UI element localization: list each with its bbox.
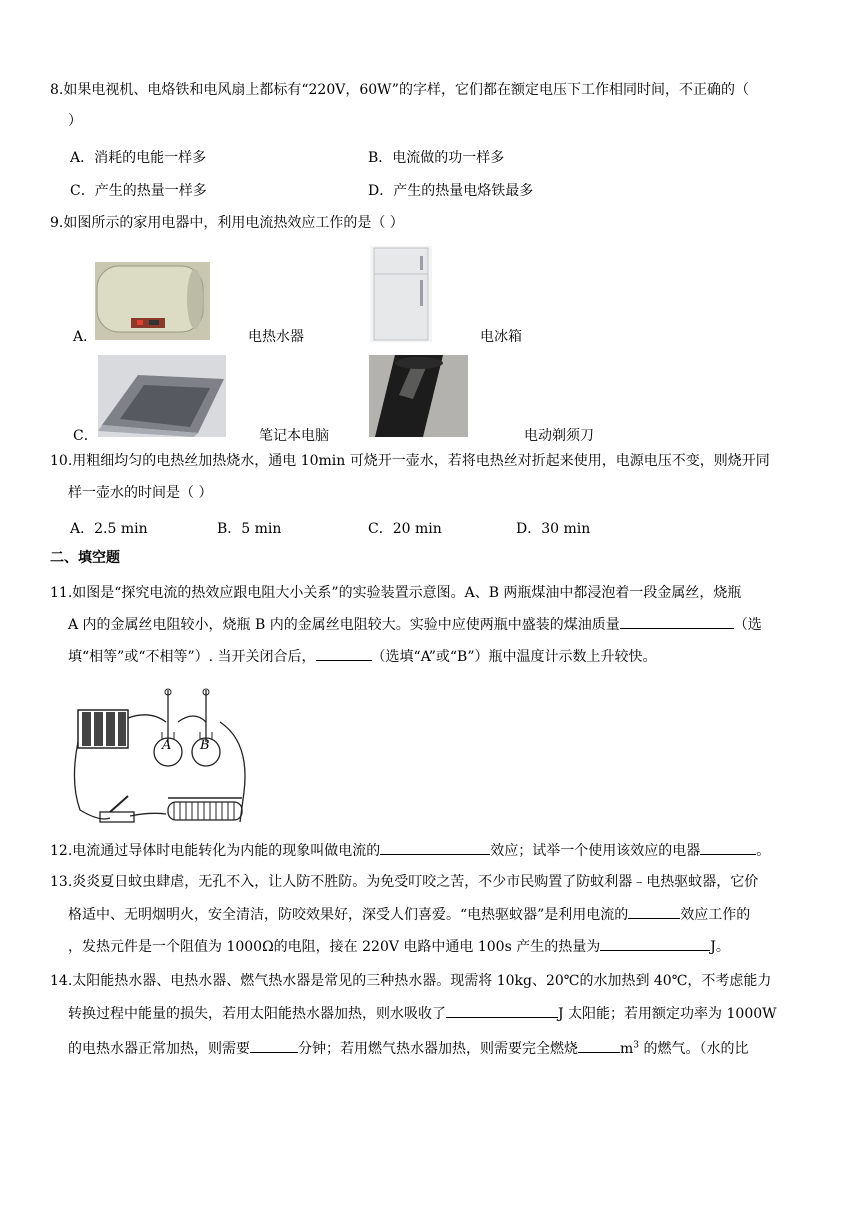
q13-blank-1[interactable]	[628, 904, 680, 919]
q13-line3a: ，发热元件是一个阻值为 1000Ω的电阻，接在 220V 电路中通电 100s 产生的热量为	[68, 939, 601, 955]
q9-option-c-letter: C．	[73, 428, 98, 444]
q12-blank-1[interactable]	[380, 840, 490, 855]
flask-a-label: A	[162, 738, 172, 753]
q13-line3	[68, 936, 730, 957]
q8-stem: 8.如果电视机、电烙铁和电风扇上都标有“220V，60W”的字样，它们都在额定电压下工作相同时间，不正确的（	[50, 82, 749, 98]
q14-line3d: 的燃气。（水的比	[639, 1041, 749, 1057]
q10-line2: 样一壶水的时间是（ ）	[68, 485, 213, 501]
q10-option-d: D．30 min	[516, 521, 591, 537]
q13-line3b: J。	[710, 939, 730, 955]
q11-line3b: （选填“A”或“B”）瓶中温度计示数上升较快。	[371, 649, 657, 665]
q14-line2a: 转换过程中能量的损失，若用太阳能热水器加热，则水吸收了	[68, 1006, 446, 1022]
q14-line3-sup: 3	[633, 1040, 640, 1051]
q14-line1: 14.太阳能热水器、电热水器、燃气热水器是常见的三种热水器。现需将 10kg、20℃的水加热到 40℃，不考虑能力	[50, 973, 772, 989]
circuit-diagram	[70, 682, 250, 832]
q8-option-b: B．电流做的功一样多	[368, 150, 505, 166]
q9-option-b-label: 电冰箱	[480, 329, 522, 345]
q9-option-a-letter: A．	[73, 329, 98, 345]
q11-line3a: 填“相等”或“不相等”）. 当开关闭合后，	[68, 649, 316, 665]
q14-line2	[68, 1003, 777, 1024]
q9-option-a-label: 电热水器	[248, 329, 304, 345]
q13-line2a: 格适中、无明烟明火，安全清洁，防咬效果好，深受人们喜爱。“电热驱蚊器”是利用电流的	[68, 907, 629, 923]
q8-stem-cont: ）	[68, 113, 82, 129]
q9-option-d-label: 电动剃须刀	[524, 428, 594, 444]
q12-a: 12.电流通过导体时电能转化为内能的现象叫做电流的	[50, 843, 381, 859]
q11-line2-text: A 内的金属丝电阻较小，烧瓶 B 内的金属丝电阻较大。实验中应使两瓶中盛装的煤油质量	[68, 617, 620, 633]
q13-line2	[68, 904, 750, 925]
q13-line1: 13.炎炎夏日蚊虫肆虐，无孔不入，让人防不胜防。为免受叮咬之苦，不少市民购置了防蚊利器﹣电热驱蚊器，它价	[50, 874, 759, 890]
q8-option-c: C．产生的热量一样多	[70, 183, 207, 199]
q14-line2b: J 太阳能；若用额定功率为 1000W	[558, 1006, 777, 1022]
q11-blank-2[interactable]	[316, 646, 372, 661]
q14-line3b: 分钟；若用燃气热水器加热，则需要完全燃烧	[298, 1041, 578, 1057]
q11-line3	[68, 646, 657, 667]
q10-option-a: A．2.5 min	[70, 521, 148, 537]
q14-blank-2[interactable]	[250, 1038, 298, 1053]
flask-b-label: B	[200, 738, 210, 753]
q8-option-a: A．消耗的电能一样多	[70, 150, 207, 166]
q9-stem: 9.如图所示的家用电器中，利用电流热效应工作的是（ ）	[50, 215, 404, 231]
q11-line2-end: （选	[733, 617, 762, 633]
refrigerator-photo	[370, 246, 432, 342]
q11-line1: 11.如图是“探究电流的热效应跟电阻大小关系”的实验装置示意图。A、B 两瓶煤油中都浸泡着一段金属丝，烧瓶	[50, 585, 742, 601]
q10-option-c: C．20 min	[368, 521, 442, 537]
q11-line2	[68, 614, 762, 635]
water-heater-photo	[95, 262, 210, 340]
q8-option-d: D．产生的热量电烙铁最多	[368, 183, 534, 199]
shaver-photo	[369, 355, 468, 437]
q12-c: 。	[756, 843, 771, 859]
q14-line3a: 的电热水器正常加热，则需要	[68, 1041, 250, 1057]
q14-blank-1[interactable]	[446, 1003, 558, 1018]
q13-blank-2[interactable]	[600, 936, 710, 951]
q12-line	[50, 840, 770, 861]
laptop-photo	[98, 355, 226, 437]
q14-line3	[68, 1038, 748, 1059]
section-heading: 二、填空题	[50, 550, 120, 566]
q9-option-c-label: 笔记本电脑	[259, 428, 329, 444]
q10-line1: 10.用粗细均匀的电热丝加热烧水，通电 10min 可烧开一壶水，若将电热丝对折起来使用，电源电压不变，则烧开同	[50, 453, 770, 469]
q14-blank-3[interactable]	[578, 1038, 620, 1053]
q12-blank-2[interactable]	[700, 840, 756, 855]
q12-b: 效应；试举一个使用该效应的电器	[490, 843, 701, 859]
q13-line2b: 效应工作的	[680, 907, 751, 923]
q10-option-b: B．5 min	[217, 521, 282, 537]
q14-line3c: m	[620, 1041, 634, 1057]
q11-blank-1[interactable]	[620, 614, 734, 629]
